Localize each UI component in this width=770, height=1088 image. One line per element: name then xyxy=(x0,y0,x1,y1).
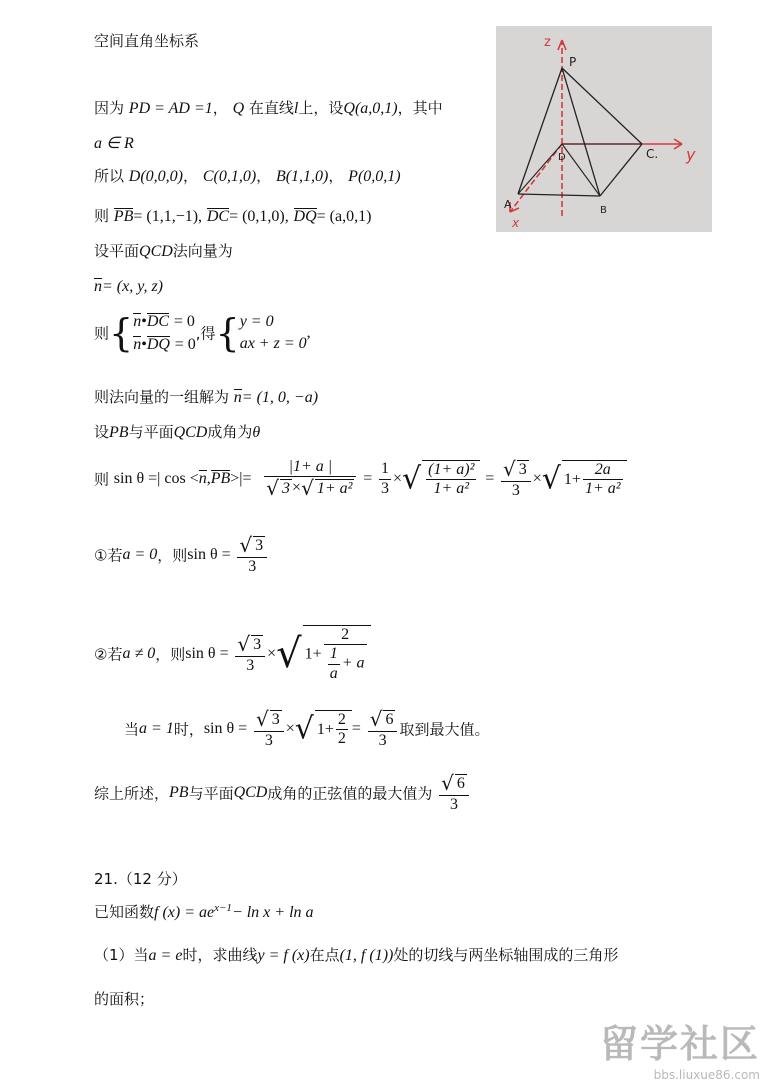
q21-function: 已知函数f $(x) = ae^{x-1}- \ln x + \ln a$ xyxy=(94,902,314,921)
line-premise: 因为 PD = AD =1， Q 在直线l上，设Q(a,0,1)，其中 xyxy=(94,99,443,117)
line-solution: 则法向量的一组解为 n= (1, 0, −a) xyxy=(94,388,319,406)
label-p: P xyxy=(569,55,577,69)
line-sin-formula: 则 sin θ =| cos <n,PB>|= $\frac{|1+ a |}{\text{√ 3 ×√ 1+ a²}}$ = $\frac{1}{3}$ ×√ $\frac{\text{(1+ a)²}}{\text{1+ a²}}$ = $\frac{√ 3}{3}$ ×√ 1+ $\frac{2a}{\text{1+ a²}}$ xyxy=(94,458,627,500)
line-case-1: ①若a = 0，则sin θ = $\frac{√ 3}{3}$ xyxy=(94,534,269,576)
line-angle: 设PB与平面QCD成角为θ xyxy=(94,423,261,441)
line-system: 则{ n•DC = 0 n•DQ = 0 ,得{ y = 0 ax + z = 0 , xyxy=(94,311,311,355)
watermark xyxy=(600,1013,760,1082)
line-case-2-max: 当a = 1时，sin θ = $\frac{√ 3}{3}$ ×√ 1+ $\frac{2}{2}$ = $\frac{√ 6}{3}$ 取到最大值。 xyxy=(124,707,490,749)
label-x: x xyxy=(512,216,520,230)
line-case-2: ②若a ≠ 0，则sin θ = $\frac{√ 3}{3}$ ×√ 1+ 2 $\frac{1}{a}$ + a xyxy=(94,625,371,683)
q21-title: 21.（12 分） xyxy=(94,870,187,888)
label-y: y xyxy=(686,145,696,164)
section-heading: 空间直角坐标系 xyxy=(94,32,200,50)
label-d: D xyxy=(558,152,566,163)
label-c: C. xyxy=(646,147,659,161)
line-normal-intro: 设平面QCD法向量为 xyxy=(94,242,233,260)
pyramid-figure xyxy=(496,26,712,232)
watermark-main: 留学社区 xyxy=(599,1022,760,1066)
line-normal-def: n= (x, y, z) xyxy=(94,278,163,295)
line-coordinates: 所以 D(0,0,0)， C(0,1,0)， B(1,1,0)， P(0,0,1) xyxy=(94,167,401,185)
label-b: B xyxy=(600,205,607,216)
line-conclusion: 综上所述，PB与平面QCD成角的正弦值的最大值为 $\frac{√ 6}{3}$ xyxy=(94,772,471,814)
q21-part-1-cont: 的面积； xyxy=(94,990,155,1008)
pyramid-diagram xyxy=(496,26,712,232)
watermark-sub: bbs.liuxue86.com xyxy=(653,1068,760,1082)
label-a: A xyxy=(504,198,512,211)
label-z: z xyxy=(544,35,551,50)
line-a-real: a ∈ R xyxy=(94,135,134,152)
q21-part-1: （1）当a = e时，求曲线y = f (x)在点(1, f (1))处的切线与两坐标轴围成的三角形 xyxy=(94,946,619,964)
line-vectors: 则 PB= (1,1,−1), DC= (0,1,0), DQ= (a,0,1) xyxy=(94,207,372,225)
